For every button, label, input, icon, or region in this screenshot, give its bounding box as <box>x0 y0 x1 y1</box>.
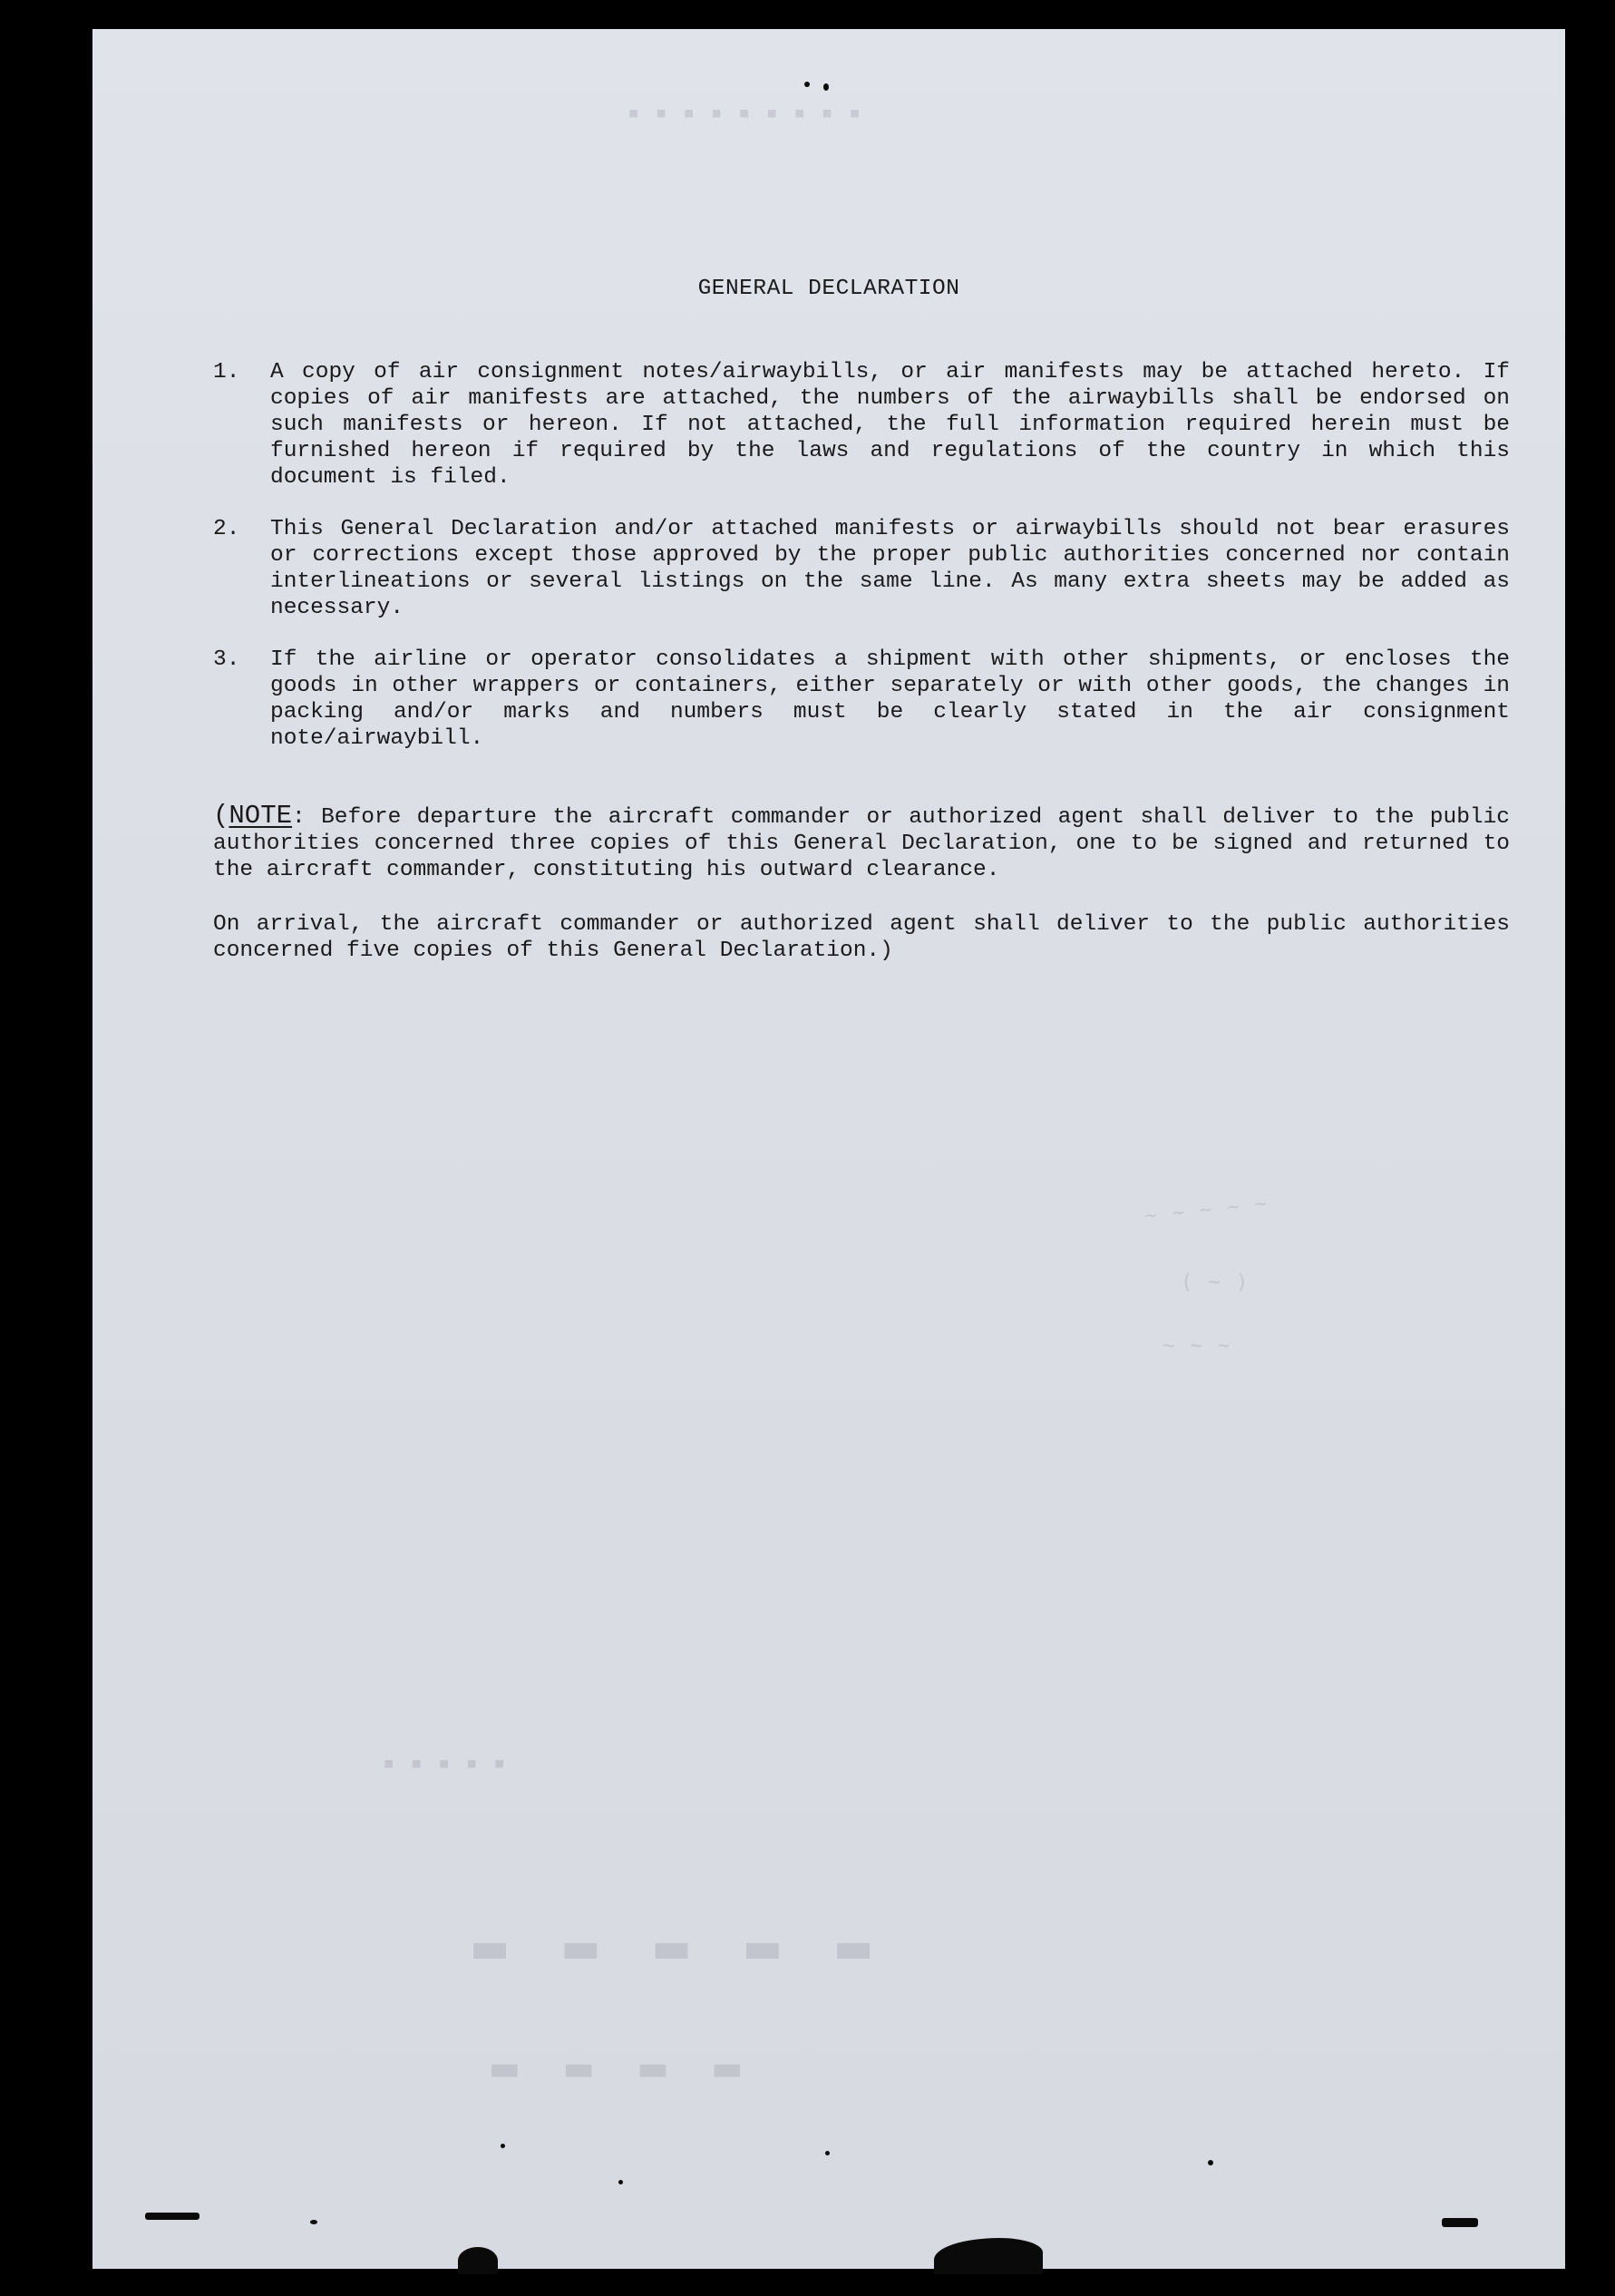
item-number: 3. <box>213 647 240 672</box>
speck-mark <box>804 82 810 87</box>
page-title: GENERAL DECLARATION <box>697 277 960 301</box>
item-text: If the airline or operator consolidates a shipment with other shipments, or encloses the goods in other wrappers or containers, either separately or with other goods, the changes in packing and/or marks and numbers must be clearly stated in the air consignment note/airwaybill. <box>270 647 1510 751</box>
item-number: 2. <box>213 517 240 541</box>
bleed-through-mark: ~ ~ ~ <box>1163 1335 1232 1357</box>
note-label: NOTE <box>229 801 293 831</box>
item-text: A copy of air consignment notes/airwaybills, or air manifests may be attached hereto. If copies of air manifests are attached, the numbers of the airwaybills shall be endorsed on such manifests or hereon. If not attached, the full information required herein must be furnished hereon if required by the laws and regulations of the country in which this document is filed. <box>270 360 1510 490</box>
bleed-through-mark: ▬ ▬ ▬ ▬ ▬ <box>473 1915 883 1979</box>
speck-mark <box>823 83 829 91</box>
bleed-through-mark: ( ~ ) <box>1181 1271 1250 1294</box>
item-text: This General Declaration and/or attached manifests or airwaybills should not bear erasures or corrections except those approved by the proper public authorities concerned nor contain interlineations or several listings on the same line. As many extra sheets may be added as necessary. <box>270 517 1510 620</box>
departure-note <box>213 803 1510 883</box>
damaged-edge <box>1442 2218 1478 2227</box>
note-open-paren: ( <box>213 801 229 831</box>
bleed-through-mark: ▪ ▪ ▪ ▪ ▪ ▪ ▪ ▪ ▪ <box>628 102 863 124</box>
arrival-note: On arrival, the aircraft commander or authorized agent shall deliver to the public authorities concerned five copies of this General Declaration.) <box>213 912 1510 963</box>
speck-mark <box>501 2144 505 2148</box>
speck-mark <box>310 2220 317 2224</box>
bleed-through-mark: ▬ ▬ ▬ ▬ <box>491 2042 752 2093</box>
speck-mark <box>1208 2160 1213 2165</box>
bleed-through-mark: ~ ~ ~ ~ ~ <box>1143 1192 1270 1229</box>
bleed-through-mark: ▪ ▪ ▪ ▪ ▪ <box>383 1752 508 1775</box>
document-page <box>92 29 1565 2269</box>
note-text: Before departure the aircraft commander or authorized agent shall deliver to the public authorities concerned three copies of this General Declaration, one to be signed and returned to the aircraft commander, constituting his outward clearance. <box>213 805 1511 882</box>
damaged-edge <box>458 2247 498 2274</box>
speck-mark <box>825 2151 830 2155</box>
damaged-edge <box>145 2213 199 2220</box>
item-number: 1. <box>213 360 240 384</box>
note-colon: : <box>292 805 306 830</box>
speck-mark <box>618 2180 623 2184</box>
